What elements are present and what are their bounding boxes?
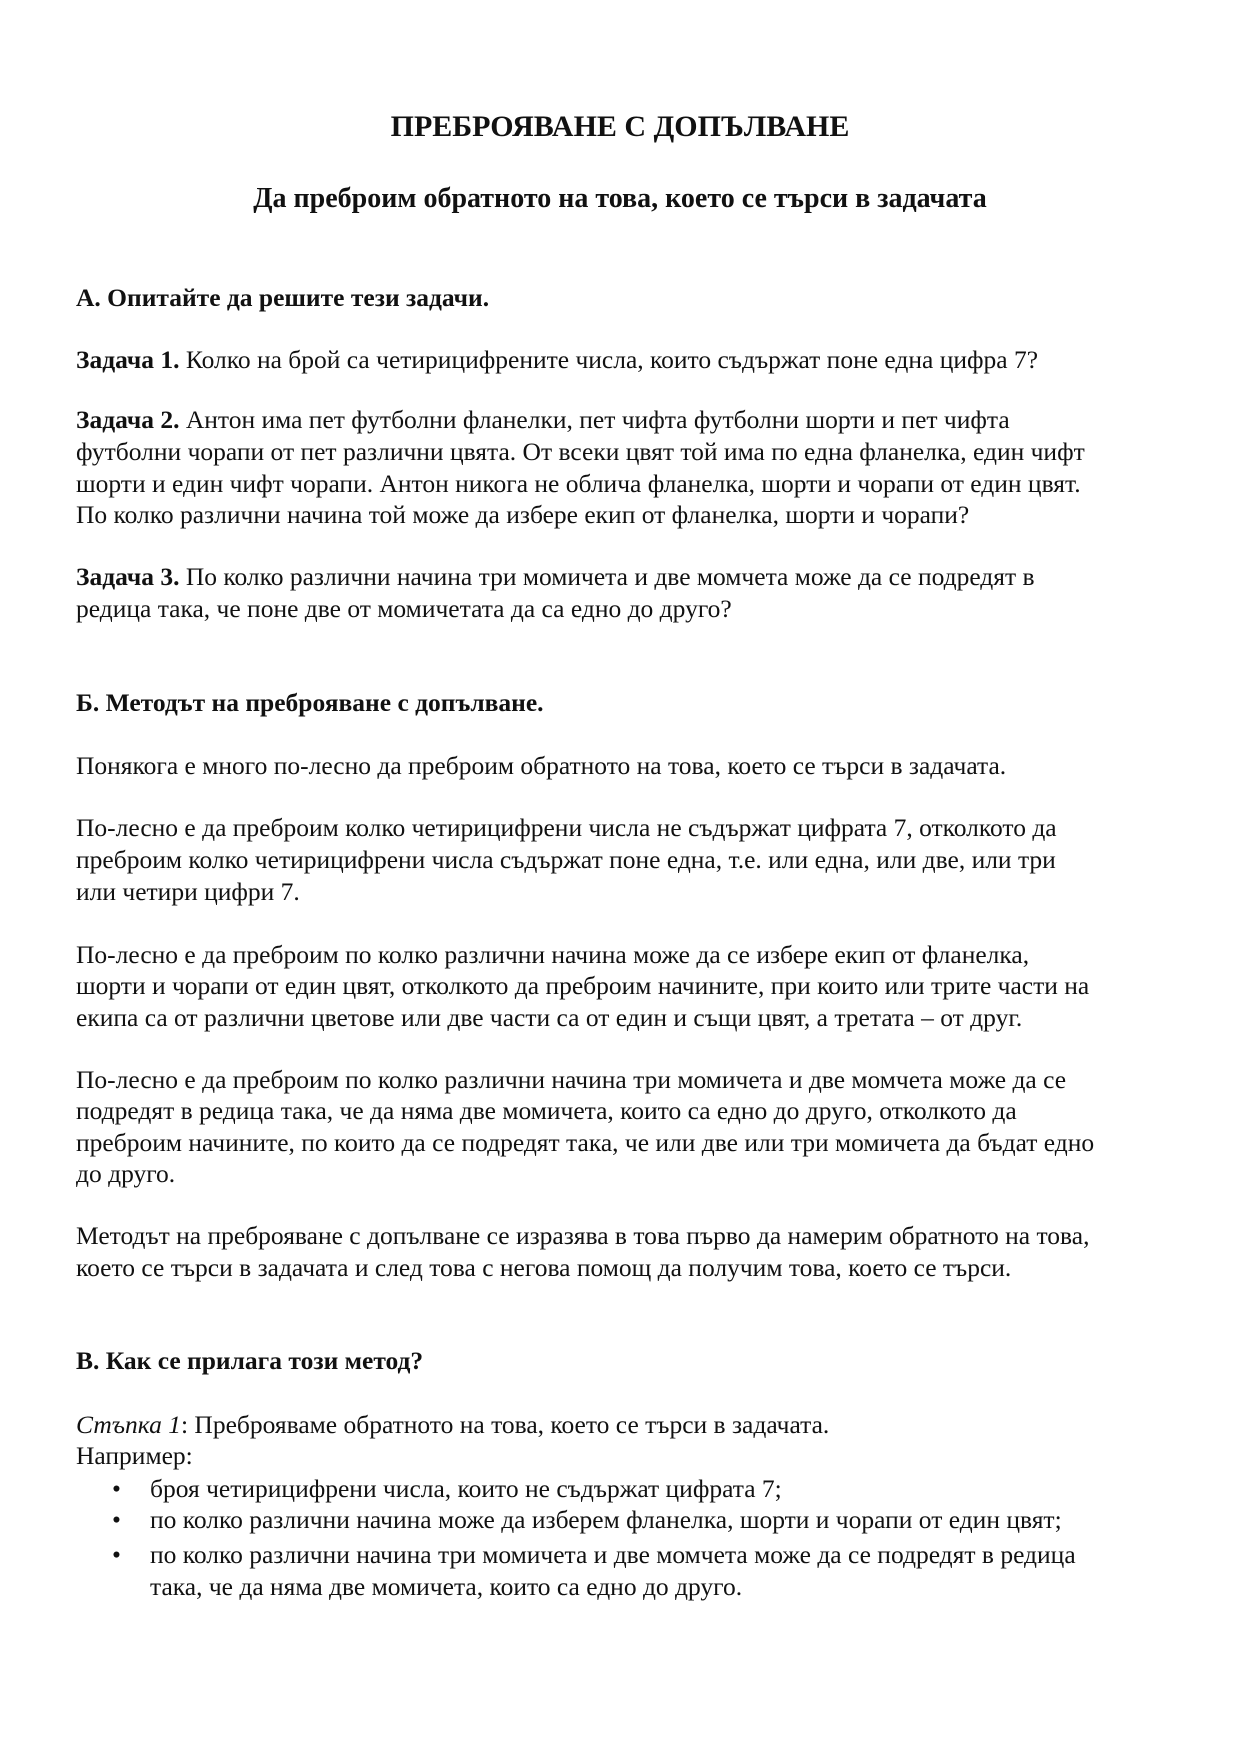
task-3-line: редица така, че поне две от момичетата да са едно до друго?: [76, 594, 732, 623]
paragraph-line: Понякога е много по-лесно да преброим обратното на това, което се търси в задачата.: [76, 751, 1007, 780]
task-2-line: футболни чорапи от пет различни цвята. От всеки цвят той има по една фланелка, един чифт: [76, 437, 1085, 466]
paragraph-line: преброим начините, по които да се подредят така, че или две или три момичета да бъдат едно: [76, 1128, 1095, 1157]
list-item-continuation: така, че да няма две момичета, които са едно до друго.: [150, 1572, 743, 1601]
list-item: [112, 1540, 1076, 1570]
task-1: [76, 345, 1038, 375]
task-3: [76, 562, 1035, 592]
section-b-heading: Б. Методът на преброяване с допълване.: [76, 688, 544, 717]
paragraph-line: шорти и чорапи от един цвят, отколкото да преброим начините, при които или трите части на: [76, 971, 1090, 1000]
step-text: : Преброяваме обратното на това, което се търси в задачата.: [180, 1410, 830, 1439]
paragraph-line: Методът на преброяване с допълване се изразява в това първо да намерим обратното на това,: [76, 1221, 1090, 1250]
section-a-heading: А. Опитайте да решите тези задачи.: [76, 283, 490, 312]
section-c-heading: В. Как се прилага този метод?: [76, 1346, 424, 1375]
list-item: [112, 1505, 1062, 1535]
page-title: ПРЕБРОЯВАНЕ С ДОПЪЛВАНЕ: [390, 110, 850, 143]
step-label: Стъпка 1: [76, 1410, 181, 1439]
paragraph-line: По-лесно е да преброим по колко различни начина може да се избере екип от фланелка,: [76, 940, 1030, 969]
paragraph-line: или четири цифри 7.: [76, 877, 300, 906]
task-text: Антон има пет футболни фланелки, пет чифта футболни шорти и пет чифта: [185, 405, 1010, 434]
task-text: По колко различни начина три момичета и две момчета може да се подредят в: [185, 562, 1035, 591]
task-label: Задача 1.: [76, 345, 180, 374]
example-label: Например:: [76, 1441, 193, 1470]
list-item-text: по колко различни начина три момичета и две момчета може да се подредят в редица: [150, 1540, 1076, 1569]
paragraph-line: подредят в редица така, че да няма две момичета, които са едно до друго, отколкото да: [76, 1096, 1017, 1125]
task-2-line: шорти и един чифт чорапи. Антон никога не облича фланелка, шорти и чорапи от един цвят.: [76, 469, 1081, 498]
paragraph-line: преброим колко четирицифрени числа съдържат поне една, т.е. или една, или две, или три: [76, 845, 1056, 874]
list-item: [112, 1474, 782, 1504]
bullet-icon: •: [112, 1540, 121, 1569]
task-text: Колко на брой са четирицифрените числа, които съдържат поне една цифра 7?: [185, 345, 1039, 374]
task-2-line: По колко различни начина той може да избере екип от фланелка, шорти и чорапи?: [76, 500, 970, 529]
paragraph-line: до друго.: [76, 1159, 176, 1188]
list-item-text: по колко различни начина може да изберем фланелка, шорти и чорапи от един цвят;: [150, 1505, 1062, 1534]
task-label: Задача 3.: [76, 562, 180, 591]
paragraph-line: екипа са от различни цветове или две части са от един и същи цвят, а третата – от друг.: [76, 1003, 1023, 1032]
paragraph-line: което се търси в задачата и след това с негова помощ да получим това, което се търси.: [76, 1253, 1012, 1282]
page-subtitle: Да преброим обратното на това, което се търси в задачата: [253, 183, 987, 214]
paragraph-line: По-лесно е да преброим по колко различни начина три момичета и две момчета може да се: [76, 1065, 1067, 1094]
task-2: [76, 405, 1010, 435]
bullet-icon: •: [112, 1474, 121, 1503]
list-item-text: броя четирицифрени числа, които не съдържат цифрата 7;: [150, 1474, 782, 1503]
task-label: Задача 2.: [76, 405, 180, 434]
step-1: [76, 1410, 829, 1440]
bullet-icon: •: [112, 1505, 121, 1534]
paragraph-line: По-лесно е да преброим колко четирицифрени числа не съдържат цифрата 7, отколкото да: [76, 813, 1057, 842]
